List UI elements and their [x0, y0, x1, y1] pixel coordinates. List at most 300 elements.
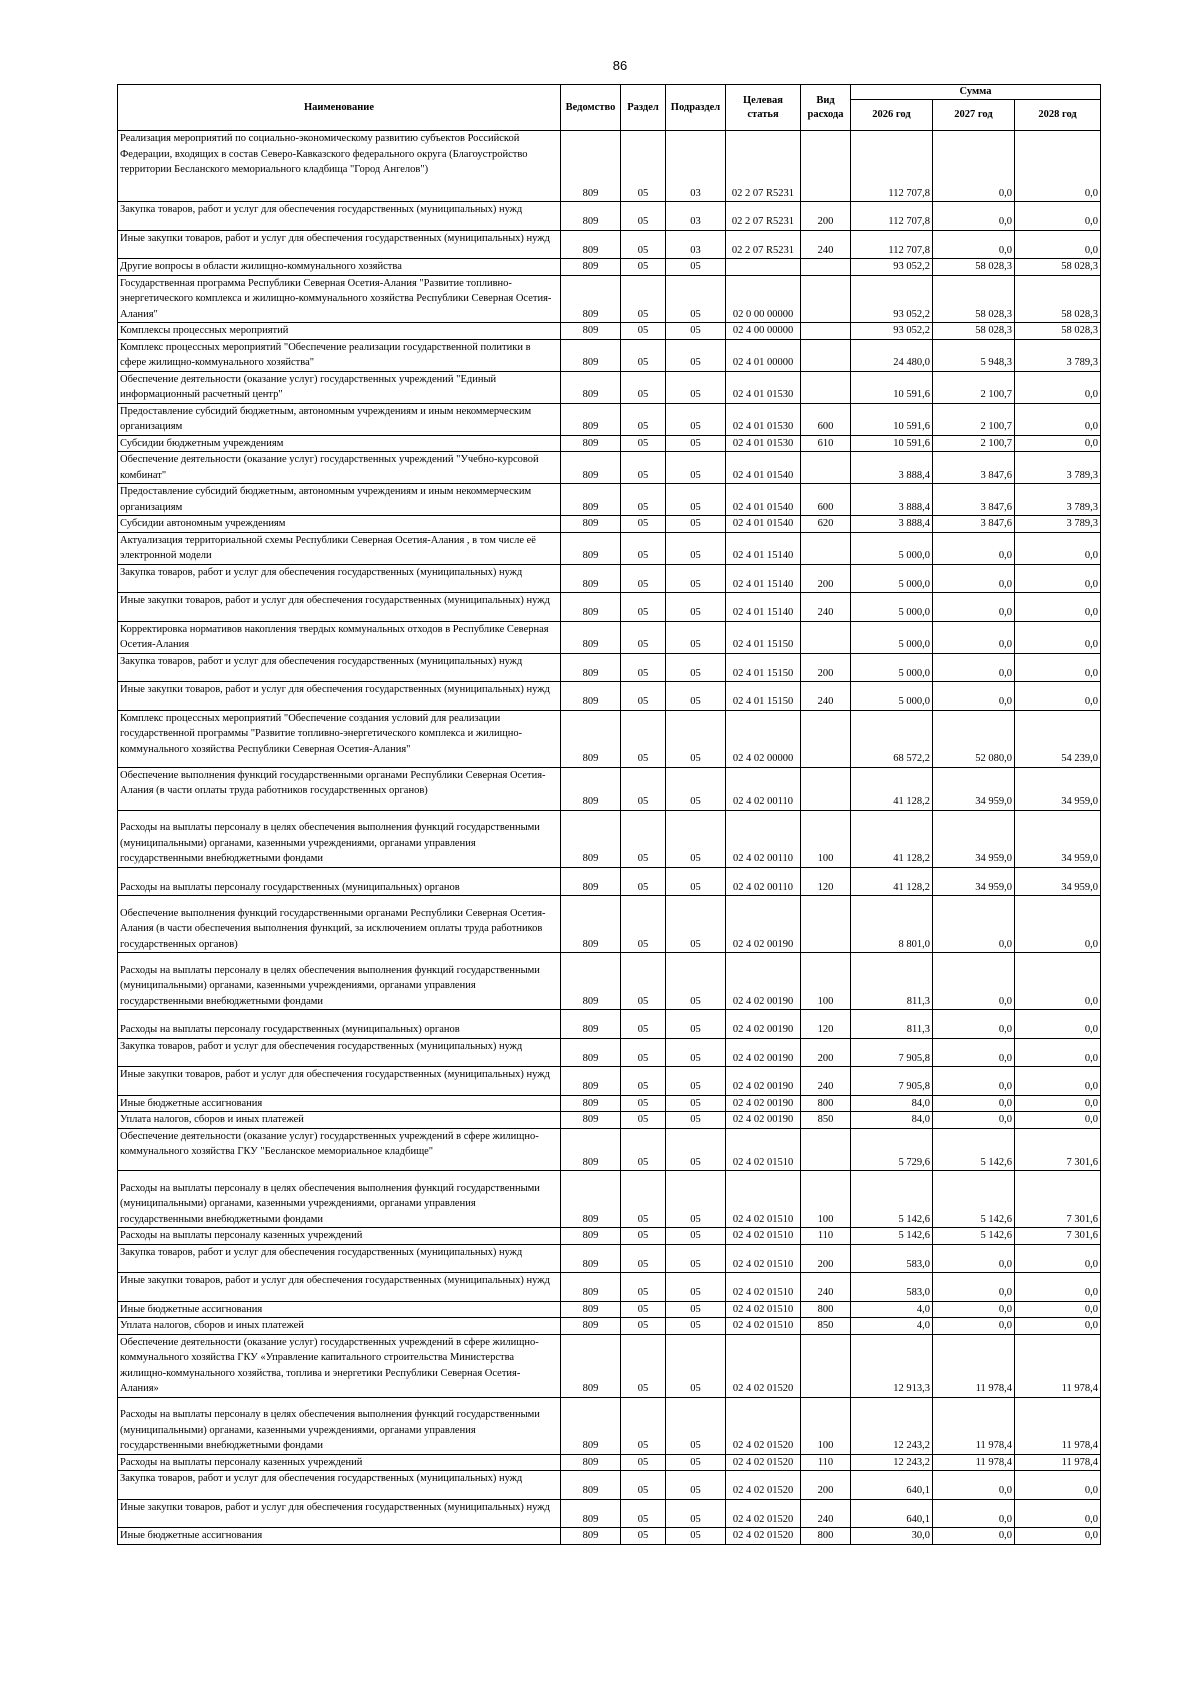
cell-2028: 0,0 — [1015, 682, 1101, 711]
cell-section: 05 — [621, 1067, 666, 1096]
cell-expense: 240 — [801, 230, 851, 259]
cell-target: 02 4 02 01520 — [726, 1528, 801, 1545]
cell-2026: 5 000,0 — [851, 653, 933, 682]
table-row — [118, 1112, 1101, 1129]
cell-name: Обеспечение деятельности (оказание услуг) государственных учреждений в сфере жилищно-коммунального хозяйства ГКУ "Бесланское мемориальное кладбище" — [118, 1128, 561, 1171]
cell-target: 02 4 01 01530 — [726, 435, 801, 452]
cell-name: Расходы на выплаты персоналу казенных учреждений — [118, 1228, 561, 1245]
cell-target: 02 4 02 01510 — [726, 1244, 801, 1273]
header-name: Наименование — [118, 85, 561, 131]
cell-2028: 3 789,3 — [1015, 516, 1101, 533]
cell-expense: 200 — [801, 202, 851, 231]
cell-subsection: 05 — [666, 767, 726, 810]
cell-expense — [801, 452, 851, 484]
cell-name: Расходы на выплаты персоналу государственных (муниципальных) органов — [118, 867, 561, 896]
cell-dept: 809 — [561, 810, 621, 867]
cell-dept: 809 — [561, 953, 621, 1010]
cell-dept: 809 — [561, 131, 621, 202]
cell-name: Расходы на выплаты персоналу в целях обеспечения выполнения функций государственными (муниципальными) органами, казенными учреждениями, органами управления государственными внебюджетными фондами — [118, 1171, 561, 1228]
cell-subsection: 05 — [666, 323, 726, 340]
cell-section: 05 — [621, 1334, 666, 1397]
cell-expense — [801, 131, 851, 202]
cell-name: Иные закупки товаров, работ и услуг для обеспечения государственных (муниципальных) нужд — [118, 593, 561, 622]
cell-2027: 0,0 — [933, 682, 1015, 711]
cell-2028: 7 301,6 — [1015, 1171, 1101, 1228]
page-number: 86 — [612, 58, 628, 73]
cell-2027: 58 028,3 — [933, 275, 1015, 323]
cell-2026: 5 142,6 — [851, 1171, 933, 1228]
cell-2026: 93 052,2 — [851, 275, 933, 323]
cell-expense — [801, 339, 851, 371]
header-target: Целевая статья — [726, 85, 801, 131]
cell-2026: 68 572,2 — [851, 710, 933, 767]
cell-subsection: 05 — [666, 532, 726, 564]
cell-2028: 3 789,3 — [1015, 452, 1101, 484]
cell-dept: 809 — [561, 1528, 621, 1545]
cell-target: 02 4 02 01520 — [726, 1499, 801, 1528]
cell-name: Закупка товаров, работ и услуг для обеспечения государственных (муниципальных) нужд — [118, 202, 561, 231]
cell-target: 02 4 01 15140 — [726, 564, 801, 593]
cell-2028: 0,0 — [1015, 1499, 1101, 1528]
cell-name: Уплата налогов, сборов и иных платежей — [118, 1112, 561, 1129]
cell-section: 05 — [621, 516, 666, 533]
cell-name: Иные закупки товаров, работ и услуг для обеспечения государственных (муниципальных) нужд — [118, 682, 561, 711]
cell-2028: 0,0 — [1015, 1095, 1101, 1112]
cell-name: Расходы на выплаты персоналу в целях обеспечения выполнения функций государственными (муниципальными) органами, казенными учреждениями, органами управления государственными внебюджетными фондами — [118, 810, 561, 867]
cell-name: Иные закупки товаров, работ и услуг для обеспечения государственных (муниципальных) нужд — [118, 1273, 561, 1302]
cell-section: 05 — [621, 1499, 666, 1528]
cell-expense: 240 — [801, 593, 851, 622]
cell-subsection: 05 — [666, 516, 726, 533]
table-row — [118, 131, 1101, 202]
cell-name: Другие вопросы в области жилищно-коммунального хозяйства — [118, 259, 561, 276]
cell-2028: 0,0 — [1015, 1067, 1101, 1096]
header-expense: Вид расхода — [801, 85, 851, 131]
cell-2028: 3 789,3 — [1015, 484, 1101, 516]
cell-2026: 7 905,8 — [851, 1067, 933, 1096]
cell-subsection: 05 — [666, 484, 726, 516]
cell-section: 05 — [621, 371, 666, 403]
cell-dept: 809 — [561, 1228, 621, 1245]
cell-dept: 809 — [561, 339, 621, 371]
table-row — [118, 259, 1101, 276]
table-row — [118, 532, 1101, 564]
cell-2027: 3 847,6 — [933, 484, 1015, 516]
cell-name: Уплата налогов, сборов и иных платежей — [118, 1318, 561, 1335]
cell-expense: 800 — [801, 1095, 851, 1112]
cell-name: Иные бюджетные ассигнования — [118, 1095, 561, 1112]
cell-dept: 809 — [561, 621, 621, 653]
table-row — [118, 339, 1101, 371]
cell-2027: 0,0 — [933, 1318, 1015, 1335]
cell-2026: 5 000,0 — [851, 682, 933, 711]
cell-2027: 3 847,6 — [933, 516, 1015, 533]
cell-subsection: 05 — [666, 810, 726, 867]
cell-subsection: 05 — [666, 1273, 726, 1302]
cell-target: 02 4 01 15150 — [726, 621, 801, 653]
cell-dept: 809 — [561, 653, 621, 682]
cell-target: 02 4 01 15150 — [726, 653, 801, 682]
cell-subsection: 05 — [666, 403, 726, 435]
cell-expense: 200 — [801, 1038, 851, 1067]
cell-expense: 100 — [801, 953, 851, 1010]
cell-subsection: 05 — [666, 621, 726, 653]
table-row — [118, 810, 1101, 867]
cell-subsection: 03 — [666, 202, 726, 231]
cell-name: Комплекс процессных мероприятий "Обеспечение создания условий для реализации государственной программы "Развитие топливно-энергетического комплекса и жилищно-коммунального хозяйства Республики Северная Осетия-Алания" — [118, 710, 561, 767]
cell-section: 05 — [621, 259, 666, 276]
cell-2026: 583,0 — [851, 1273, 933, 1302]
cell-dept: 809 — [561, 484, 621, 516]
cell-2027: 0,0 — [933, 621, 1015, 653]
table-row — [118, 371, 1101, 403]
cell-dept: 809 — [561, 767, 621, 810]
cell-subsection: 05 — [666, 953, 726, 1010]
cell-section: 05 — [621, 953, 666, 1010]
table-row — [118, 1244, 1101, 1273]
table-row — [118, 896, 1101, 953]
table-row — [118, 1010, 1101, 1039]
cell-2027: 34 959,0 — [933, 867, 1015, 896]
cell-2028: 58 028,3 — [1015, 323, 1101, 340]
cell-2026: 12 243,2 — [851, 1454, 933, 1471]
cell-subsection: 05 — [666, 1128, 726, 1171]
cell-section: 05 — [621, 339, 666, 371]
cell-target: 02 4 02 01510 — [726, 1128, 801, 1171]
cell-2026: 12 913,3 — [851, 1334, 933, 1397]
cell-dept: 809 — [561, 1244, 621, 1273]
cell-expense: 240 — [801, 682, 851, 711]
cell-subsection: 03 — [666, 131, 726, 202]
cell-expense: 800 — [801, 1528, 851, 1545]
cell-2028: 0,0 — [1015, 1528, 1101, 1545]
cell-name: Иные закупки товаров, работ и услуг для обеспечения государственных (муниципальных) нужд — [118, 1499, 561, 1528]
table-row — [118, 403, 1101, 435]
cell-dept: 809 — [561, 1334, 621, 1397]
cell-expense — [801, 371, 851, 403]
cell-target: 02 4 02 01520 — [726, 1334, 801, 1397]
table-row — [118, 593, 1101, 622]
cell-2028: 34 959,0 — [1015, 767, 1101, 810]
cell-subsection: 05 — [666, 1301, 726, 1318]
cell-name: Иные закупки товаров, работ и услуг для обеспечения государственных (муниципальных) нужд — [118, 230, 561, 259]
cell-2027: 11 978,4 — [933, 1334, 1015, 1397]
cell-section: 05 — [621, 1112, 666, 1129]
cell-2028: 7 301,6 — [1015, 1128, 1101, 1171]
cell-2026: 3 888,4 — [851, 452, 933, 484]
cell-2026: 112 707,8 — [851, 202, 933, 231]
cell-dept: 809 — [561, 1038, 621, 1067]
cell-section: 05 — [621, 532, 666, 564]
cell-target: 02 4 01 00000 — [726, 339, 801, 371]
cell-target: 02 4 01 01540 — [726, 452, 801, 484]
cell-2027: 52 080,0 — [933, 710, 1015, 767]
cell-expense: 120 — [801, 867, 851, 896]
cell-2026: 5 000,0 — [851, 564, 933, 593]
cell-target: 02 4 02 01510 — [726, 1171, 801, 1228]
cell-section: 05 — [621, 593, 666, 622]
cell-expense — [801, 710, 851, 767]
cell-subsection: 05 — [666, 564, 726, 593]
cell-subsection: 05 — [666, 452, 726, 484]
table-row — [118, 682, 1101, 711]
cell-2028: 0,0 — [1015, 1471, 1101, 1500]
cell-target: 02 4 02 01510 — [726, 1301, 801, 1318]
cell-target: 02 2 07 R5231 — [726, 202, 801, 231]
cell-name: Государственная программа Республики Северная Осетия-Алания "Развитие топливно-энергетического комплекса и жилищно-коммунального хозяйства Республики Северная Осетия-Алания" — [118, 275, 561, 323]
cell-subsection: 05 — [666, 259, 726, 276]
cell-expense: 610 — [801, 435, 851, 452]
cell-target: 02 4 02 01510 — [726, 1318, 801, 1335]
cell-2028: 0,0 — [1015, 1010, 1101, 1039]
cell-2026: 10 591,6 — [851, 403, 933, 435]
table-row — [118, 710, 1101, 767]
cell-section: 05 — [621, 1010, 666, 1039]
table-row — [118, 1095, 1101, 1112]
cell-expense — [801, 532, 851, 564]
cell-expense: 850 — [801, 1112, 851, 1129]
cell-target: 02 2 07 R5231 — [726, 230, 801, 259]
cell-dept: 809 — [561, 1301, 621, 1318]
cell-2028: 7 301,6 — [1015, 1228, 1101, 1245]
header-dept: Ведомство — [561, 85, 621, 131]
cell-target: 02 4 02 00190 — [726, 1067, 801, 1096]
cell-2027: 2 100,7 — [933, 371, 1015, 403]
cell-dept: 809 — [561, 710, 621, 767]
cell-section: 05 — [621, 323, 666, 340]
cell-dept: 809 — [561, 593, 621, 622]
table-row — [118, 1397, 1101, 1454]
cell-section: 05 — [621, 1095, 666, 1112]
cell-name: Закупка товаров, работ и услуг для обеспечения государственных (муниципальных) нужд — [118, 564, 561, 593]
cell-2026: 4,0 — [851, 1301, 933, 1318]
cell-dept: 809 — [561, 1128, 621, 1171]
cell-2027: 2 100,7 — [933, 403, 1015, 435]
cell-2026: 112 707,8 — [851, 131, 933, 202]
cell-2026: 41 128,2 — [851, 867, 933, 896]
cell-target: 02 2 07 R5231 — [726, 131, 801, 202]
table-row — [118, 621, 1101, 653]
cell-2026: 7 905,8 — [851, 1038, 933, 1067]
cell-expense — [801, 323, 851, 340]
cell-2027: 0,0 — [933, 1301, 1015, 1318]
cell-target: 02 4 02 00190 — [726, 1112, 801, 1129]
cell-2026: 640,1 — [851, 1499, 933, 1528]
table-row — [118, 202, 1101, 231]
cell-subsection: 05 — [666, 371, 726, 403]
cell-dept: 809 — [561, 323, 621, 340]
cell-subsection: 05 — [666, 1010, 726, 1039]
cell-target: 02 4 02 00190 — [726, 953, 801, 1010]
cell-2026: 4,0 — [851, 1318, 933, 1335]
cell-target — [726, 259, 801, 276]
cell-dept: 809 — [561, 1273, 621, 1302]
cell-expense: 850 — [801, 1318, 851, 1335]
cell-section: 05 — [621, 564, 666, 593]
cell-target: 02 4 02 01520 — [726, 1397, 801, 1454]
table-row — [118, 867, 1101, 896]
table-row — [118, 1171, 1101, 1228]
cell-dept: 809 — [561, 1318, 621, 1335]
cell-subsection: 05 — [666, 593, 726, 622]
cell-subsection: 05 — [666, 710, 726, 767]
cell-2026: 583,0 — [851, 1244, 933, 1273]
cell-2028: 0,0 — [1015, 653, 1101, 682]
cell-2027: 2 100,7 — [933, 435, 1015, 452]
cell-dept: 809 — [561, 516, 621, 533]
cell-name: Закупка товаров, работ и услуг для обеспечения государственных (муниципальных) нужд — [118, 1471, 561, 1500]
cell-section: 05 — [621, 131, 666, 202]
cell-name: Субсидии автономным учреждениям — [118, 516, 561, 533]
cell-2028: 34 959,0 — [1015, 867, 1101, 896]
cell-dept: 809 — [561, 259, 621, 276]
cell-2027: 0,0 — [933, 564, 1015, 593]
cell-2028: 0,0 — [1015, 1244, 1101, 1273]
cell-name: Комплексы процессных мероприятий — [118, 323, 561, 340]
cell-2026: 41 128,2 — [851, 767, 933, 810]
cell-target: 02 4 01 01530 — [726, 403, 801, 435]
cell-section: 05 — [621, 275, 666, 323]
cell-name: Обеспечение выполнения функций государственными органами Республики Северная Осетия-Алания (в части обеспечения выполнения функций, за исключением оплаты труда работников государственных органов) — [118, 896, 561, 953]
cell-section: 05 — [621, 435, 666, 452]
cell-expense: 200 — [801, 653, 851, 682]
cell-name: Обеспечение выполнения функций государственными органами Республики Северная Осетия-Алания (в части оплаты труда работников государственных органов) — [118, 767, 561, 810]
header-2027: 2027 год — [933, 100, 1015, 131]
cell-2027: 34 959,0 — [933, 767, 1015, 810]
cell-expense: 620 — [801, 516, 851, 533]
cell-2027: 0,0 — [933, 1112, 1015, 1129]
header-sum: Сумма — [851, 85, 1101, 100]
cell-expense — [801, 896, 851, 953]
cell-dept: 809 — [561, 1454, 621, 1471]
cell-2026: 8 801,0 — [851, 896, 933, 953]
cell-expense: 110 — [801, 1454, 851, 1471]
cell-2026: 5 000,0 — [851, 593, 933, 622]
cell-subsection: 05 — [666, 1499, 726, 1528]
cell-2028: 54 239,0 — [1015, 710, 1101, 767]
cell-dept: 809 — [561, 1171, 621, 1228]
cell-2028: 0,0 — [1015, 532, 1101, 564]
cell-2027: 0,0 — [933, 953, 1015, 1010]
cell-2026: 10 591,6 — [851, 435, 933, 452]
cell-dept: 809 — [561, 452, 621, 484]
cell-expense: 200 — [801, 564, 851, 593]
cell-section: 05 — [621, 1228, 666, 1245]
cell-2026: 10 591,6 — [851, 371, 933, 403]
cell-2027: 0,0 — [933, 230, 1015, 259]
cell-2027: 0,0 — [933, 653, 1015, 682]
cell-subsection: 05 — [666, 1171, 726, 1228]
budget-table — [117, 84, 1101, 1545]
cell-section: 05 — [621, 767, 666, 810]
cell-subsection: 05 — [666, 682, 726, 711]
cell-2028: 0,0 — [1015, 621, 1101, 653]
table-row — [118, 1128, 1101, 1171]
cell-2027: 5 142,6 — [933, 1228, 1015, 1245]
cell-name: Субсидии бюджетным учреждениям — [118, 435, 561, 452]
cell-target: 02 4 02 00190 — [726, 896, 801, 953]
cell-target: 02 4 02 01510 — [726, 1273, 801, 1302]
table-row — [118, 953, 1101, 1010]
cell-name: Корректировка нормативов накопления твердых коммунальных отходов в Республике Северная Осетия-Алания — [118, 621, 561, 653]
cell-name: Иные бюджетные ассигнования — [118, 1301, 561, 1318]
cell-2026: 84,0 — [851, 1112, 933, 1129]
cell-dept: 809 — [561, 867, 621, 896]
cell-2028: 0,0 — [1015, 371, 1101, 403]
cell-2027: 0,0 — [933, 896, 1015, 953]
cell-name: Закупка товаров, работ и услуг для обеспечения государственных (муниципальных) нужд — [118, 653, 561, 682]
cell-section: 05 — [621, 1171, 666, 1228]
table-row — [118, 1318, 1101, 1335]
cell-2028: 0,0 — [1015, 953, 1101, 1010]
cell-2027: 0,0 — [933, 1499, 1015, 1528]
cell-section: 05 — [621, 1038, 666, 1067]
header-2026: 2026 год — [851, 100, 933, 131]
cell-section: 05 — [621, 682, 666, 711]
cell-dept: 809 — [561, 1010, 621, 1039]
cell-2028: 0,0 — [1015, 403, 1101, 435]
table-row — [118, 564, 1101, 593]
cell-section: 05 — [621, 484, 666, 516]
cell-dept: 809 — [561, 403, 621, 435]
cell-2028: 34 959,0 — [1015, 810, 1101, 867]
cell-2027: 58 028,3 — [933, 259, 1015, 276]
cell-2026: 5 000,0 — [851, 621, 933, 653]
cell-subsection: 05 — [666, 653, 726, 682]
cell-2027: 3 847,6 — [933, 452, 1015, 484]
cell-dept: 809 — [561, 435, 621, 452]
cell-name: Предоставление субсидий бюджетным, автономным учреждениям и иным некоммерческим организациям — [118, 484, 561, 516]
cell-subsection: 05 — [666, 1318, 726, 1335]
table-row — [118, 1454, 1101, 1471]
cell-2027: 0,0 — [933, 1095, 1015, 1112]
cell-expense: 600 — [801, 403, 851, 435]
table-body — [118, 131, 1101, 1545]
cell-subsection: 05 — [666, 896, 726, 953]
cell-section: 05 — [621, 1301, 666, 1318]
cell-2027: 0,0 — [933, 1010, 1015, 1039]
cell-subsection: 03 — [666, 230, 726, 259]
cell-name: Комплекс процессных мероприятий "Обеспечение реализации государственной политики в сфере жилищно-коммунального хозяйства" — [118, 339, 561, 371]
table-row — [118, 452, 1101, 484]
cell-2026: 811,3 — [851, 1010, 933, 1039]
cell-section: 05 — [621, 202, 666, 231]
cell-section: 05 — [621, 403, 666, 435]
cell-expense: 240 — [801, 1499, 851, 1528]
table-row — [118, 1471, 1101, 1500]
cell-2027: 0,0 — [933, 1273, 1015, 1302]
cell-2028: 58 028,3 — [1015, 259, 1101, 276]
cell-section: 05 — [621, 1471, 666, 1500]
cell-2027: 11 978,4 — [933, 1454, 1015, 1471]
cell-target: 02 4 01 15150 — [726, 682, 801, 711]
cell-name: Расходы на выплаты персоналу государственных (муниципальных) органов — [118, 1010, 561, 1039]
cell-section: 05 — [621, 230, 666, 259]
cell-target: 02 0 00 00000 — [726, 275, 801, 323]
cell-dept: 809 — [561, 1499, 621, 1528]
cell-2028: 0,0 — [1015, 1318, 1101, 1335]
cell-2026: 30,0 — [851, 1528, 933, 1545]
cell-dept: 809 — [561, 371, 621, 403]
cell-dept: 809 — [561, 896, 621, 953]
cell-2028: 11 978,4 — [1015, 1454, 1101, 1471]
cell-dept: 809 — [561, 202, 621, 231]
cell-section: 05 — [621, 1273, 666, 1302]
cell-2027: 5 948,3 — [933, 339, 1015, 371]
cell-section: 05 — [621, 810, 666, 867]
cell-2028: 3 789,3 — [1015, 339, 1101, 371]
table-row — [118, 1528, 1101, 1545]
